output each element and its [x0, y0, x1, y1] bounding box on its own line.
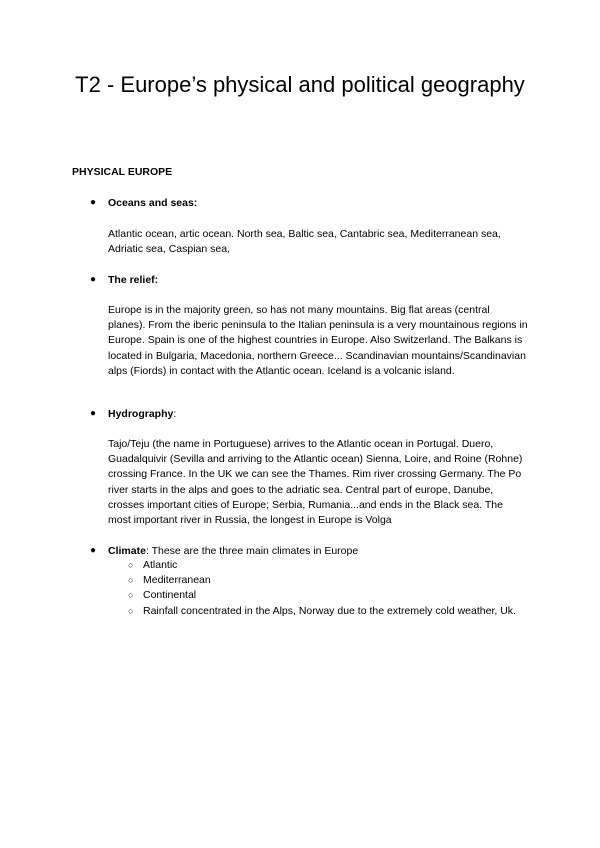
item-label: Climate: [108, 545, 146, 557]
item-label-suffix: : These are the three main climates in Europe: [145, 545, 359, 557]
sublist-item: [108, 604, 538, 619]
sublist-item-text: Mediterranean: [143, 574, 211, 587]
document-title: T2 - Europe’s physical and political geography: [75, 72, 525, 97]
sublist-item: [108, 573, 538, 588]
paragraph-oceans-and-seas: Atlantic ocean, artic ocean. North sea, Baltic sea, Cantabric sea, Mediterranean sea, Adriatic sea, Caspian sea,: [108, 228, 501, 256]
item-label: Oceans and seas:: [108, 197, 198, 209]
bullet-dot-icon: ●: [90, 197, 97, 208]
paragraph-hydrography: Tajo/Teju (the name in Portuguese) arrives to the Atlantic ocean in Portugal. Duero, Guadalquivir (Sevilla and arriving to the Atlantic ocean) Sienna, Loire, and Roine (Rohne) crossing France. In the UK we can see the Thames. Rim river crossing Germany. The Po river starts in the alps and goes to the adriatic sea. Central part of europe, Danube, crosses important cities of Europe; Serbia, Rumania...and ends in the Black sea. The most important river in Russia, the longest in Europe is Volga: [108, 438, 523, 527]
bullet-circle-icon: ○: [128, 590, 134, 601]
sublist-item-text: Atlantic: [143, 559, 178, 571]
sublist-item-text: Continental: [143, 589, 197, 602]
sublist-item: [108, 558, 538, 573]
sublist-item-text: Rainfall concentrated in the Alps, Norway due to the extremely cold weather, Uk.: [143, 604, 516, 617]
bullet-circle-icon: ○: [128, 575, 134, 586]
bullet-dot-icon: ●: [90, 408, 97, 419]
bullet-dot-icon: ●: [90, 545, 97, 556]
bullet-circle-icon: ○: [128, 560, 134, 570]
item-label-group: [108, 544, 358, 558]
item-label: The relief:: [108, 274, 159, 286]
bullet-dot-icon: ●: [90, 274, 97, 285]
climate-sublist: [108, 558, 538, 619]
item-label: Hydrography: [108, 408, 174, 420]
bullet-circle-icon: ○: [128, 605, 134, 616]
section-heading-physical-europe: PHYSICAL EUROPE: [72, 166, 173, 178]
paragraph-the-relief: Europe is in the majority green, so has not many mountains. Big flat areas (central planes). From the iberic peninsula to the Italian peninsula is a very mountainous regions in Europe. Spain is one of the highest countries in Europe. Also Switzerland. The Balkans is located in Bulgaria, Macedonia, northern Greece... Scandinavian mountains/Scandinavian alps (Fiords) in contact with the Atlantic ocean. Iceland is a volcanic island.: [108, 304, 528, 377]
sublist-item: [108, 588, 538, 603]
item-label-suffix: :: [173, 408, 177, 420]
item-label-group: [108, 407, 176, 421]
